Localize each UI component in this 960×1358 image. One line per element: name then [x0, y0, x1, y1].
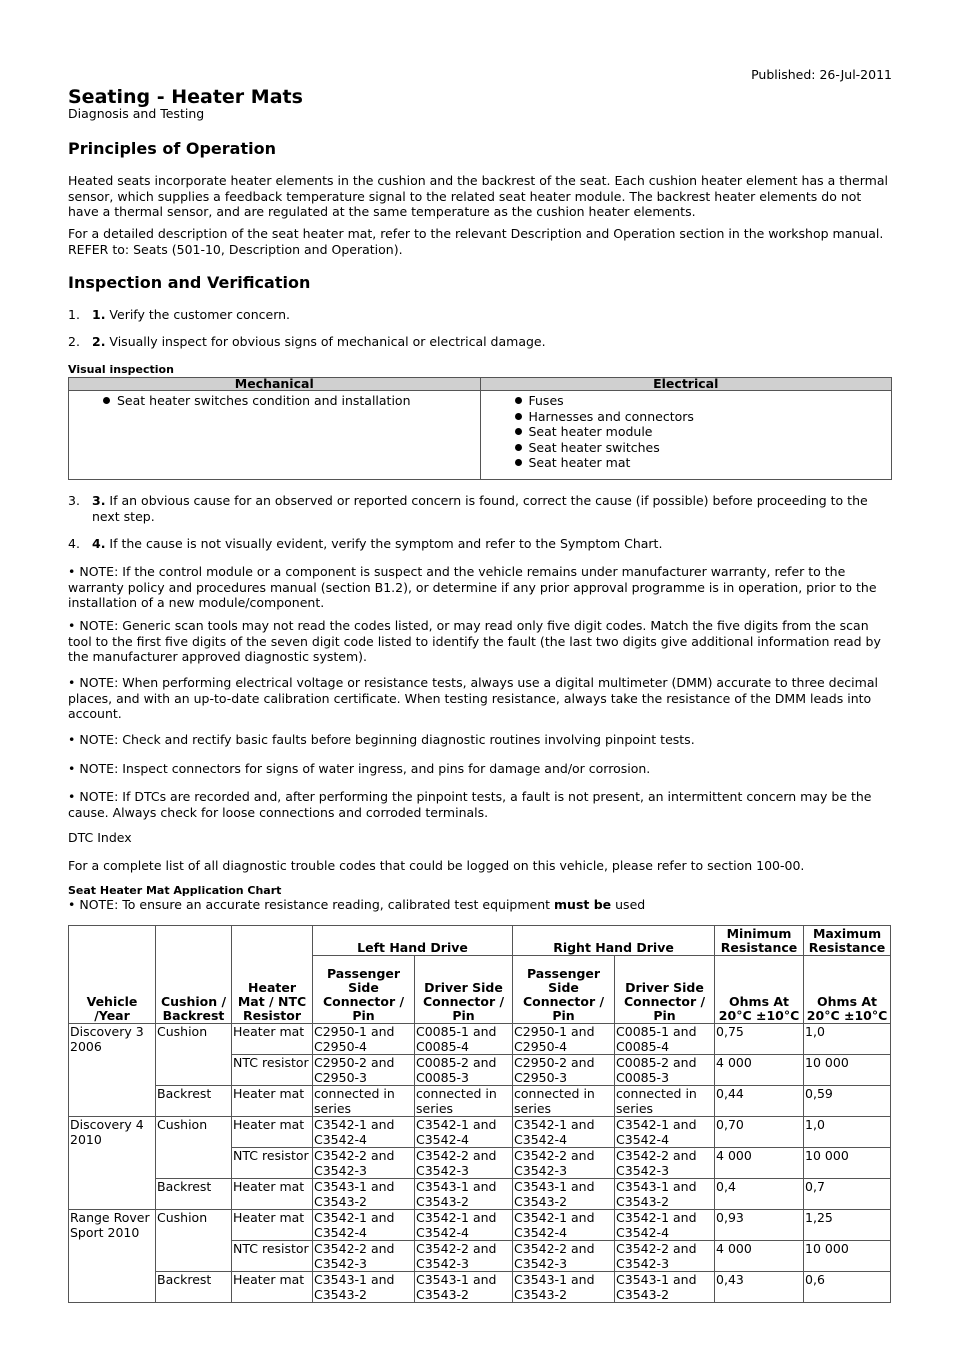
chart-note-bold: must be	[554, 897, 612, 912]
rhd-passenger-cell: connected in series	[513, 1086, 615, 1117]
rhd-driver-cell: C3542-2 and C3542-3	[615, 1148, 715, 1179]
heater-type-cell: Heater mat	[232, 1210, 313, 1241]
heater-type-cell: Heater mat	[232, 1272, 313, 1303]
cushion-backrest-cell: Cushion	[156, 1117, 232, 1179]
step-text: If an obvious cause for an observed or reported concern is found, correct the cause (if possible) before proceeding to the next step.	[92, 493, 868, 524]
min-resistance-cell: 0,93	[715, 1210, 804, 1241]
max-resistance-cell: 1,0	[804, 1024, 891, 1055]
lhd-driver-cell: C3542-2 and C3542-3	[415, 1241, 513, 1272]
application-chart-table	[68, 925, 891, 1303]
cushion-backrest-cell: Backrest	[156, 1086, 232, 1117]
min-resistance-cell: 4 000	[715, 1055, 804, 1086]
lhd-driver-header: Driver Side Connector / Pin	[415, 956, 513, 1024]
chart-note	[68, 897, 892, 913]
rhd-passenger-cell: C3542-1 and C3542-4	[513, 1117, 615, 1148]
step-1	[68, 307, 892, 323]
dtc-index-label: DTC Index	[68, 830, 132, 845]
lhd-passenger-cell: C3542-1 and C3542-4	[313, 1117, 415, 1148]
max-header: Maximum Resistance	[804, 926, 891, 956]
min-header: Minimum Resistance	[715, 926, 804, 956]
max-resistance-cell: 10 000	[804, 1241, 891, 1272]
min-resistance-cell: 4 000	[715, 1148, 804, 1179]
electrical-header: Electrical	[480, 378, 892, 391]
step-bold: 3.	[92, 493, 106, 508]
max-resistance-cell: 0,59	[804, 1086, 891, 1117]
rhd-passenger-cell: C3542-2 and C3542-3	[513, 1148, 615, 1179]
lhd-driver-cell: C3543-1 and C3543-2	[415, 1272, 513, 1303]
heater-type-cell: Heater mat	[232, 1179, 313, 1210]
min-resistance-cell: 0,70	[715, 1117, 804, 1148]
published-date: Published: 26-Jul-2011	[751, 67, 892, 82]
cushion-backrest-cell: Backrest	[156, 1272, 232, 1303]
inspection-heading: Inspection and Verification	[68, 273, 311, 292]
rhd-passenger-header: Passenger Side Connector / Pin	[513, 956, 615, 1024]
rhd-passenger-cell: C3543-1 and C3543-2	[513, 1179, 615, 1210]
mechanical-cell	[69, 391, 481, 480]
min-resistance-cell: 0,43	[715, 1272, 804, 1303]
cushion-backrest-cell: Cushion	[156, 1024, 232, 1086]
step-number: 3.	[68, 493, 80, 508]
chart-note-post: used	[611, 897, 646, 912]
rhd-driver-header: Driver Side Connector / Pin	[615, 956, 715, 1024]
step-2	[68, 334, 892, 350]
lhd-passenger-cell: C3543-1 and C3543-2	[313, 1179, 415, 1210]
min-ohms-header: Ohms At 20°C ±10°C	[715, 956, 804, 1024]
rhd-driver-cell: C0085-1 and C0085-4	[615, 1024, 715, 1055]
cushion-header: Cushion / Backrest	[156, 926, 232, 1024]
step-bold: 2.	[92, 334, 106, 349]
heater-type-cell: NTC resistor	[232, 1241, 313, 1272]
rhd-passenger-cell: C2950-2 and C2950-3	[513, 1055, 615, 1086]
note-basic-faults: • NOTE: Check and rectify basic faults before beginning diagnostic routines involving pinpoint tests.	[68, 732, 695, 747]
max-resistance-cell: 0,7	[804, 1179, 891, 1210]
page-title: Seating - Heater Mats	[68, 86, 303, 108]
lhd-passenger-cell: C2950-1 and C2950-4	[313, 1024, 415, 1055]
note-dtcs: • NOTE: If DTCs are recorded and, after performing the pinpoint tests, a fault is not present, an intermittent concern may be the cause. Always check for loose connections and corroded terminals.	[68, 789, 872, 820]
step-text: Visually inspect for obvious signs of mechanical or electrical damage.	[105, 334, 546, 349]
table-row	[69, 1117, 891, 1148]
electrical-cell	[480, 391, 892, 480]
heater-type-cell: Heater mat	[232, 1086, 313, 1117]
mechanical-item: Seat heater switches condition and installation	[69, 393, 480, 409]
lhd-driver-cell: C3542-2 and C3542-3	[415, 1148, 513, 1179]
rhd-driver-cell: C3542-2 and C3542-3	[615, 1241, 715, 1272]
note-dmm: • NOTE: When performing electrical voltage or resistance tests, always use a digital multimeter (DMM) accurate to three decimal places, and with an up-to-date calibration certificate. When testing resistance, always take the resistance of the DMM leads into account.	[68, 675, 878, 721]
electrical-item: Seat heater mat	[481, 455, 892, 471]
table-row	[69, 1024, 891, 1055]
electrical-item: Harnesses and connectors	[481, 409, 892, 425]
step-text: If the cause is not visually evident, verify the symptom and refer to the Symptom Chart.	[105, 536, 663, 551]
visual-inspection-table	[68, 377, 892, 480]
application-chart-body	[69, 1024, 891, 1303]
vehicle-header: Vehicle /Year	[69, 926, 156, 1024]
rhd-passenger-cell: C3542-2 and C3542-3	[513, 1241, 615, 1272]
max-resistance-cell: 1,25	[804, 1210, 891, 1241]
step-bold: 1.	[92, 307, 106, 322]
lhd-passenger-cell: C2950-2 and C2950-3	[313, 1055, 415, 1086]
step-number: 1.	[68, 307, 80, 322]
lhd-passenger-cell: C3543-1 and C3543-2	[313, 1272, 415, 1303]
max-ohms-header: Ohms At 20°C ±10°C	[804, 956, 891, 1024]
table-row	[69, 1210, 891, 1241]
step-3	[68, 493, 892, 524]
electrical-item: Fuses	[481, 393, 892, 409]
table-row	[69, 1272, 891, 1303]
lhd-passenger-cell: C3542-2 and C3542-3	[313, 1241, 415, 1272]
heater-type-cell: NTC resistor	[232, 1148, 313, 1179]
note-connectors: • NOTE: Inspect connectors for signs of water ingress, and pins for damage and/or corrosion.	[68, 761, 651, 776]
note-scan-tools: • NOTE: Generic scan tools may not read the codes listed, or may read only five digit codes. Match the five digits from the scan tool to the first five digits of the seven digit code listed to identify the fault (the last two digits give additional information read by the manufacturer approved diagnostic system).	[68, 618, 881, 664]
step-text: Verify the customer concern.	[105, 307, 291, 322]
step-number: 4.	[68, 536, 80, 551]
min-resistance-cell: 0,4	[715, 1179, 804, 1210]
rhd-driver-cell: C3542-1 and C3542-4	[615, 1210, 715, 1241]
chart-caption: Seat Heater Mat Application Chart	[68, 884, 282, 897]
lhd-passenger-cell: C3542-1 and C3542-4	[313, 1210, 415, 1241]
rhd-passenger-cell: C3543-1 and C3543-2	[513, 1272, 615, 1303]
vehicle-cell: Discovery 3 2006	[69, 1024, 156, 1117]
note-warranty: • NOTE: If the control module or a component is suspect and the vehicle remains under manufacturer warranty, refer to the warranty policy and procedures manual (section B1.2), or determine if any prior approval programme is in operation, prior to the installation of a new module/component.	[68, 564, 877, 610]
lhd-driver-cell: C0085-2 and C0085-3	[415, 1055, 513, 1086]
step-number: 2.	[68, 334, 80, 349]
rhd-header: Right Hand Drive	[513, 926, 715, 956]
vehicle-cell: Discovery 4 2010	[69, 1117, 156, 1210]
page-subtitle: Diagnosis and Testing	[68, 106, 205, 121]
lhd-header: Left Hand Drive	[313, 926, 513, 956]
max-resistance-cell: 10 000	[804, 1148, 891, 1179]
heater-type-cell: Heater mat	[232, 1117, 313, 1148]
lhd-driver-cell: C3542-1 and C3542-4	[415, 1210, 513, 1241]
heater-header: Heater Mat / NTC Resistor	[232, 926, 313, 1024]
rhd-passenger-cell: C3542-1 and C3542-4	[513, 1210, 615, 1241]
min-resistance-cell: 0,75	[715, 1024, 804, 1055]
rhd-driver-cell: C3542-1 and C3542-4	[615, 1117, 715, 1148]
rhd-driver-cell: C0085-2 and C0085-3	[615, 1055, 715, 1086]
lhd-driver-cell: C3543-1 and C3543-2	[415, 1179, 513, 1210]
heater-type-cell: Heater mat	[232, 1024, 313, 1055]
step-4	[68, 536, 892, 552]
lhd-driver-cell: connected in series	[415, 1086, 513, 1117]
principles-para-2: For a detailed description of the seat heater mat, refer to the relevant Description and Operation section in the workshop manual. REFER to: Seats (501-10, Description and Operation).	[68, 226, 884, 257]
table-row	[69, 1086, 891, 1117]
electrical-item: Seat heater switches	[481, 440, 892, 456]
table-row	[69, 1179, 891, 1210]
min-resistance-cell: 0,44	[715, 1086, 804, 1117]
electrical-item: Seat heater module	[481, 424, 892, 440]
min-resistance-cell: 4 000	[715, 1241, 804, 1272]
principles-heading: Principles of Operation	[68, 139, 276, 158]
chart-note-pre: • NOTE: To ensure an accurate resistance reading, calibrated test equipment	[68, 897, 555, 912]
rhd-driver-cell: C3543-1 and C3543-2	[615, 1272, 715, 1303]
principles-para-1: Heated seats incorporate heater elements in the cushion and the backrest of the seat. Each cushion heater element has a thermal sensor, which supplies a feedback temperature signal to the related seat heater module. The backrest heater elements do not have a thermal sensor, and are regulated at the same temperature as the cushion heater elements.	[68, 173, 888, 219]
max-resistance-cell: 10 000	[804, 1055, 891, 1086]
dtc-index-para: For a complete list of all diagnostic trouble codes that could be logged on this vehicle, please refer to section 100-00.	[68, 858, 805, 873]
max-resistance-cell: 1,0	[804, 1117, 891, 1148]
max-resistance-cell: 0,6	[804, 1272, 891, 1303]
rhd-driver-cell: connected in series	[615, 1086, 715, 1117]
lhd-driver-cell: C0085-1 and C0085-4	[415, 1024, 513, 1055]
lhd-passenger-header: Passenger Side Connector / Pin	[313, 956, 415, 1024]
lhd-driver-cell: C3542-1 and C3542-4	[415, 1117, 513, 1148]
lhd-passenger-cell: connected in series	[313, 1086, 415, 1117]
vehicle-cell: Range Rover Sport 2010	[69, 1210, 156, 1303]
heater-type-cell: NTC resistor	[232, 1055, 313, 1086]
mechanical-header: Mechanical	[69, 378, 481, 391]
step-bold: 4.	[92, 536, 106, 551]
rhd-passenger-cell: C2950-1 and C2950-4	[513, 1024, 615, 1055]
cushion-backrest-cell: Cushion	[156, 1210, 232, 1272]
lhd-passenger-cell: C3542-2 and C3542-3	[313, 1148, 415, 1179]
visual-inspection-caption: Visual inspection	[68, 363, 174, 376]
rhd-driver-cell: C3543-1 and C3543-2	[615, 1179, 715, 1210]
cushion-backrest-cell: Backrest	[156, 1179, 232, 1210]
